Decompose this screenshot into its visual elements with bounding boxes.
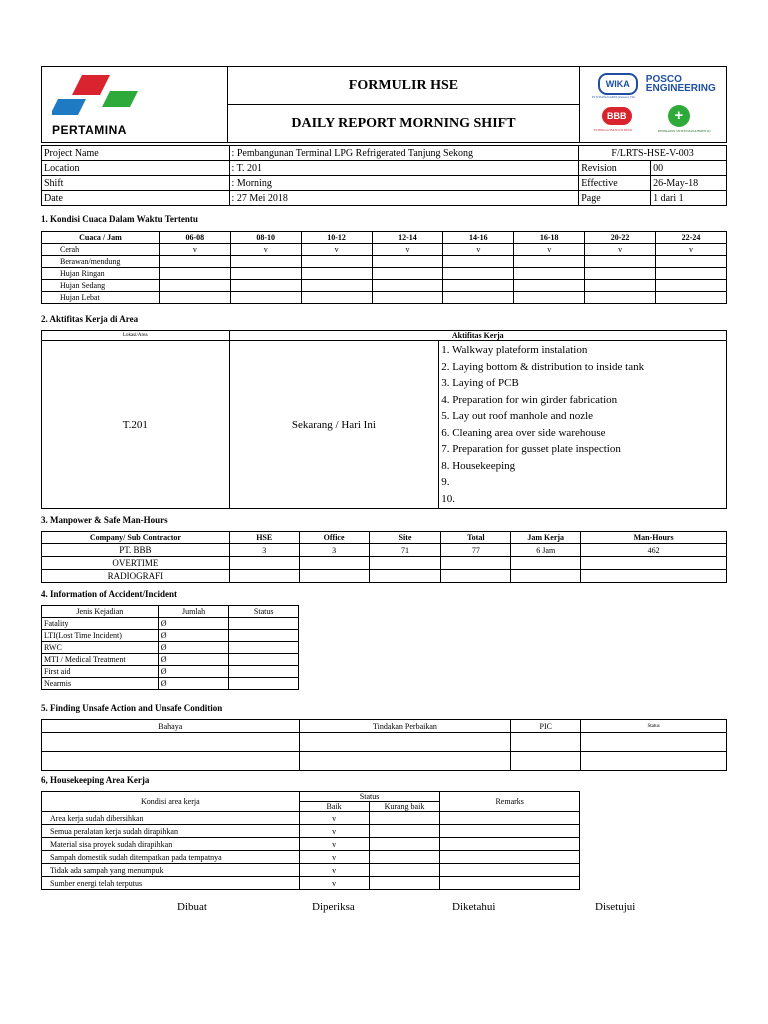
activity-item: 7. Preparation for gusset plate inspection: [441, 443, 621, 455]
posco-logo-icon: POSCO ENGINEERING: [645, 74, 716, 94]
hk-good-mark: v: [299, 851, 369, 864]
info-keyval: 26-May-18: [651, 176, 727, 191]
form-code: F/LRTS-HSE-V-003: [579, 146, 727, 161]
info-key: Revision: [579, 161, 651, 176]
time-header: 06-08: [159, 232, 230, 244]
finding-table: [41, 719, 727, 771]
manpower-header: Site: [369, 532, 441, 544]
manpower-company: PT. BBB: [42, 544, 230, 557]
signature-acknowledged: Diketahui: [452, 901, 496, 913]
weather-mark: v: [443, 244, 514, 256]
report-title: DAILY REPORT MORNING SHIFT: [228, 105, 580, 143]
weather-label: Cerah: [42, 244, 160, 256]
smk3-logo-icon: +: [668, 105, 690, 127]
finding-heading: 5. Finding Unsafe Action and Unsafe Condition: [41, 703, 223, 713]
incident-table: [41, 605, 299, 690]
info-label: Project Name: [42, 146, 230, 161]
weather-mark: v: [372, 244, 443, 256]
housekeeping-table: [41, 791, 580, 890]
info-label: Shift: [42, 176, 230, 191]
incident-type: MTI / Medical Treatment: [42, 654, 159, 666]
info-key: Effective: [579, 176, 651, 191]
weather-table: [41, 231, 727, 304]
hk-label: Area kerja sudah dibersihkan: [42, 812, 300, 825]
time-header: 22-24: [656, 232, 727, 244]
info-value: : Morning: [229, 176, 579, 191]
incident-type: LTI(Lost Time Incident): [42, 630, 159, 642]
hk-col-status: Status: [299, 792, 440, 802]
col-activity: Aktifitas Kerja: [229, 331, 726, 341]
weather-mark: v: [301, 244, 372, 256]
incident-count: Ø: [158, 678, 229, 690]
incident-count: Ø: [158, 666, 229, 678]
info-value: : 27 Mei 2018: [229, 191, 579, 206]
time-header: 16-18: [514, 232, 585, 244]
table-row: [42, 570, 727, 583]
incident-type: RWC: [42, 642, 159, 654]
hk-label: Sampah domestik sudah ditempatkan pada tempatnya: [42, 851, 300, 864]
signature-made: Dibuat: [177, 901, 207, 913]
incident-heading: 4. Information of Accident/Incident: [41, 589, 177, 599]
col-location: Lokasi/Area: [42, 331, 230, 341]
manpower-company: RADIOGRAFI: [42, 570, 230, 583]
finding-header: PIC: [511, 720, 581, 733]
manpower-header: Man-Hours: [581, 532, 727, 544]
signature-checked: Diperiksa: [312, 901, 355, 913]
hk-col-good: Baik: [299, 802, 369, 812]
incident-count: Ø: [158, 618, 229, 630]
activity-table: [41, 330, 727, 509]
manpower-cell: 77: [441, 544, 511, 557]
hk-label: Material sisa proyek sudah dirapihkan: [42, 838, 300, 851]
time-header: 10-12: [301, 232, 372, 244]
header-table: [41, 66, 727, 143]
manpower-cell: 6 Jam: [511, 544, 581, 557]
manpower-header: HSE: [229, 532, 299, 544]
pertamina-logo-icon: [52, 69, 172, 125]
bbb-caption: PT BINGGU BANGUN BUMI: [593, 128, 632, 132]
manpower-header: Company/ Sub Contractor: [42, 532, 230, 544]
activity-list: [439, 341, 727, 509]
manpower-heading: 3. Manpower & Safe Man-Hours: [41, 515, 168, 525]
weather-mark: v: [656, 244, 727, 256]
incident-count: Ø: [158, 630, 229, 642]
time-header: 08-10: [230, 232, 301, 244]
weather-corner: Cuaca / Jam: [42, 232, 160, 244]
hk-label: Tidak ada sampah yang menumpuk: [42, 864, 300, 877]
hk-good-mark: v: [299, 864, 369, 877]
manpower-cell: 462: [581, 544, 727, 557]
hk-label: Sumber energi telah terputus: [42, 877, 300, 890]
activity-item: 6. Cleaning area over side warehouse: [441, 426, 606, 439]
weather-mark: v: [514, 244, 585, 256]
weather-mark: v: [585, 244, 656, 256]
incident-count: Ø: [158, 642, 229, 654]
incident-header: Jumlah: [158, 606, 229, 618]
activity-period: Sekarang / Hari Ini: [229, 341, 439, 509]
info-keyval: 1 dari 1: [651, 191, 727, 206]
hk-good-mark: v: [299, 825, 369, 838]
hk-col-remarks: Remarks: [440, 792, 580, 812]
manpower-cell: 71: [369, 544, 441, 557]
weather-label: Hujan Sedang: [42, 280, 160, 292]
time-header: 20-22: [585, 232, 656, 244]
hk-label: Semua peralatan kerja sudah dirapihkan: [42, 825, 300, 838]
info-value: : Pembangunan Terminal LPG Refrigerated Tanjung Sekong: [229, 146, 579, 161]
manpower-company: OVERTIME: [42, 557, 230, 570]
info-table: [41, 145, 727, 206]
finding-header: Tindakan Perbaikan: [299, 720, 511, 733]
smk3-caption: PENERAPAN SISTEM MANAJEMEN K3: [657, 129, 711, 133]
weather-mark: v: [230, 244, 301, 256]
incident-type: Nearmis: [42, 678, 159, 690]
time-header: 12-14: [372, 232, 443, 244]
pertamina-logo-cell: [42, 67, 228, 143]
company-name: PERTAMINA: [52, 123, 127, 137]
manpower-cell: 3: [299, 544, 369, 557]
partner-logos-cell: [579, 67, 726, 143]
hk-good-mark: v: [299, 838, 369, 851]
manpower-header: Office: [299, 532, 369, 544]
incident-count: Ø: [158, 654, 229, 666]
wika-logo-icon: WIKA: [598, 73, 638, 95]
finding-header: Bahaya: [42, 720, 300, 733]
info-keyval: 00: [651, 161, 727, 176]
bbb-logo-icon: BBB: [602, 107, 632, 125]
weather-label: Hujan Lebat: [42, 292, 160, 304]
info-value: : T. 201: [229, 161, 579, 176]
activity-item: 4. Preparation for win girder fabrication: [441, 393, 618, 406]
weather-label: Hujan Ringan: [42, 268, 160, 280]
incident-header: Jenis Kejadian: [42, 606, 159, 618]
incident-type: First aid: [42, 666, 159, 678]
hk-good-mark: v: [299, 877, 369, 890]
manpower-header: Total: [441, 532, 511, 544]
hk-col-condition: Kondisi area kerja: [42, 792, 300, 812]
manpower-header: Jam Kerja: [511, 532, 581, 544]
activity-item: 2. Laying bottom & distribution to inside tank: [441, 360, 645, 373]
info-key: Page: [579, 191, 651, 206]
activity-item: 8. Housekeeping: [441, 459, 516, 472]
incident-header: Status: [229, 606, 299, 618]
activity-item: 5. Lay out roof manhole and nozle: [441, 410, 594, 422]
activity-heading: 2. Aktifitas Kerja di Area: [41, 314, 139, 324]
hk-col-bad: Kurang baik: [369, 802, 440, 812]
table-row: [42, 557, 727, 570]
incident-type: Fatality: [42, 618, 159, 630]
activity-location: T.201: [42, 341, 230, 509]
finding-header: Status: [581, 720, 727, 733]
activity-item: 3. Laying of PCB: [441, 377, 519, 389]
time-header: 14-16: [443, 232, 514, 244]
form-title: FORMULIR HSE: [228, 67, 580, 105]
housekeeping-heading: 6, Housekeeping Area Kerja: [41, 775, 150, 785]
wika-caption: PT WIJAYA KARYA (Persero) Tbk: [591, 95, 635, 99]
weather-mark: v: [159, 244, 230, 256]
hk-good-mark: v: [299, 812, 369, 825]
activity-item: 1. Walkway plateform instalation: [441, 344, 588, 356]
info-label: Date: [42, 191, 230, 206]
table-row: [42, 544, 727, 557]
manpower-table: [41, 531, 727, 583]
manpower-cell: 3: [229, 544, 299, 557]
activity-item: 10.: [441, 492, 455, 505]
signature-approved: Disetujui: [595, 901, 636, 913]
activity-item: 9.: [441, 476, 450, 488]
weather-heading: 1. Kondisi Cuaca Dalam Waktu Tertentu: [41, 214, 198, 224]
info-label: Location: [42, 161, 230, 176]
weather-label: Berawan/mendung: [42, 256, 160, 268]
